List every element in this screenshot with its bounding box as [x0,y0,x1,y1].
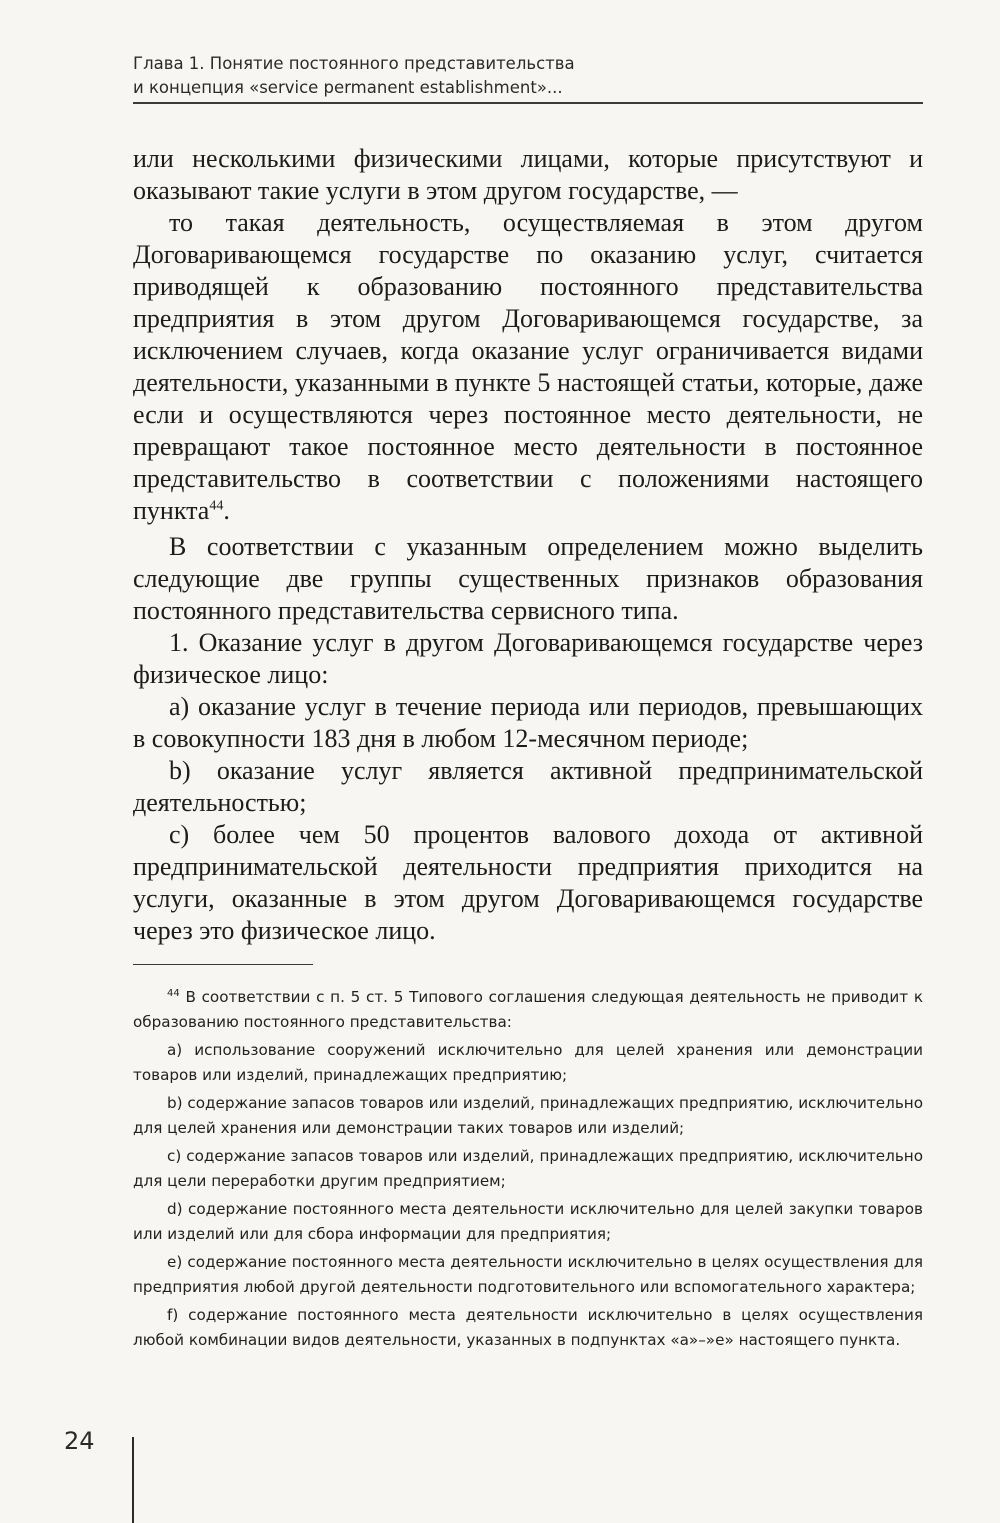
running-header [133,52,923,100]
footnote-item-b: b) содержание запасов товаров или изделий, принадлежащих предприятию, исключительно для целей хранения или демонстрации таких товаров или изделий; [133,1094,923,1137]
footnote-reference: 44 [209,498,224,514]
footnote-intro [133,985,923,1035]
footnote-intro-text: В соответствии с п. 5 ст. 5 Типового соглашения следующая деятельность не приводит к образованию постоянного представительства: [133,988,924,1031]
paragraph-3: В соответствии с указанным определением можно выделить следующие две группы существенных признаков образования постоянного представительства сервисного типа. [133,532,923,625]
header-divider [133,102,923,104]
running-header-line-2: и концепция «service permanent establishment»... [133,78,563,97]
footnotes [133,985,923,1356]
paragraph-2-end: . [223,496,230,525]
paragraph-7: c) более чем 50 процентов валового дохода от активной предпринимательской деятельности предприятия приходится на услуги, оказанные в этом другом Договаривающемся государстве через это физическое лицо. [133,820,923,945]
footnote-divider [133,964,313,965]
footnote-item-f: f) содержание постоянного места деятельности исключительно в целях осуществления любой комбинации видов деятельности, указанных в подпунктах «a»–»e» настоящего пункта. [133,1306,923,1349]
paragraph-1: или несколькими физическими лицами, которые присутствуют и оказывают такие услуги в этом другом государстве, — [133,144,923,205]
footnote-item-c: c) содержание запасов товаров или изделий, принадлежащих предприятию, исключительно для цели переработки другим предприятием; [133,1147,923,1190]
paragraph-2 [133,207,923,527]
page-number: 24 [64,1427,95,1455]
running-header-line-1: Глава 1. Понятие постоянного представительства [133,54,575,73]
paragraph-6: b) оказание услуг является активной предпринимательской деятельностью; [133,756,923,817]
page-margin-bar [132,1437,134,1523]
paragraph-5: a) оказание услуг в течение периода или периодов, превышающих в совокупности 183 дня в любом 12-месячном периоде; [133,692,923,753]
footnote-item-a: a) использование сооружений исключительно для целей хранения или демонстрации товаров или изделий, принадлежащих предприятию; [133,1041,923,1084]
main-text [133,143,923,947]
footnote-mark: 44 [167,987,180,999]
footnote-item-d: d) содержание постоянного места деятельности исключительно для целей закупки товаров или изделий или для сбора информации для предприятия; [133,1200,923,1243]
footnote-item-e: e) содержание постоянного места деятельности исключительно в целях осуществления для предприятия любой другой деятельности подготовительного или вспомогательного характера; [133,1253,923,1296]
paragraph-4: 1. Оказание услуг в другом Договаривающемся государстве через физическое лицо: [133,628,923,689]
paragraph-2-text: то такая деятельность, осуществляемая в этом другом Договаривающемся государстве по оказанию услуг, считается приводящей к образованию постоянного представительства предприятия в этом другом Договаривающемся государстве, за исключением случаев, когда оказание услуг ограничивается видами деятельности, указанными в пункте 5 настоящей статьи, которые, даже если и осуществляются через постоянное место деятельности, не превращают такое постоянное место деятельности в постоянное представительство в соответствии с положениями настоящего пункта [133,208,923,525]
